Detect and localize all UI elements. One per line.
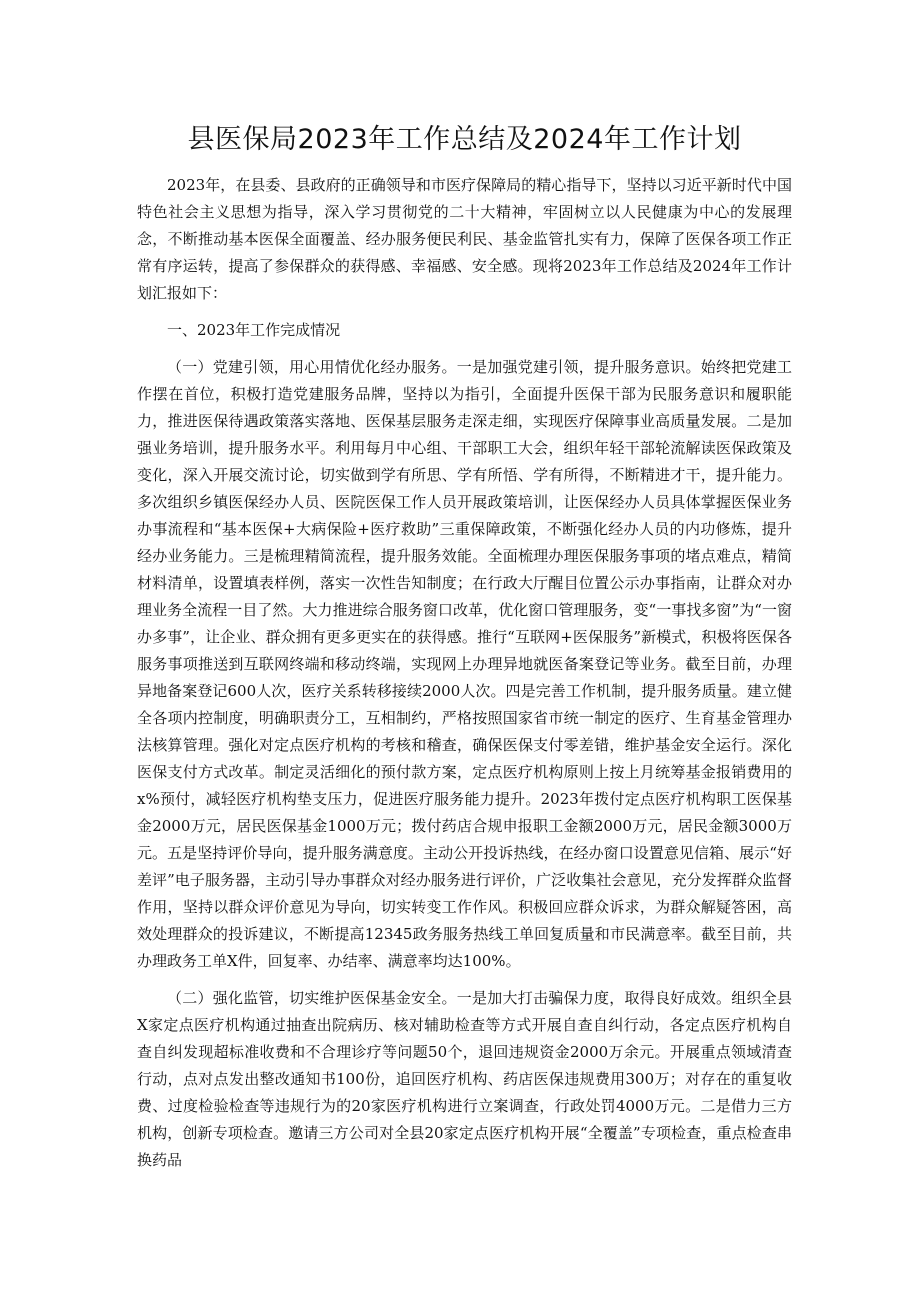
document-page xyxy=(137,120,792,1184)
document-title: 县医保局2023年工作总结及2024年工作计划 xyxy=(187,124,742,155)
section1-paragraph-2: （二）强化监管，切实维护医保基金安全。一是加大打击骗保力度，取得良好成效。组织全县X家定点医疗机构通过抽查出院病历、核对辅助检查等方式开展自查自纠行动，各定点医疗机构自查自纠发现超标准收费和不合理诊疗等问题50个，退回违规资金2000万余元。开展重点领域清查行动，点对点发出整改通知书100份，追回医疗机构、药店医保违规费用300万；对存在的重复收费、过度检验检查等违规行为的20家医疗机构进行立案调查，行政处罚4000万元。二是借力三方机构，创新专项检查。邀请三方公司对全县20家定点医疗机构开展“全覆盖”专项检查，重点检查串换药品 xyxy=(137,989,792,1169)
section-heading-1: 一、2023年工作完成情况 xyxy=(167,321,341,339)
section1-paragraph-1: （一）党建引领，用心用情优化经办服务。一是加强党建引领，提升服务意识。始终把党建工作摆在首位，积极打造党建服务品牌，坚持以为指引，全面提升医保干部为民服务意识和履职能力，推进医保待遇政策落实落地、医保基层服务走深走细，实现医疗保障事业高质量发展。二是加强业务培训，提升服务水平。利用每月中心组、干部职工大会，组织年轻干部轮流解读医保政策及变化，深入开展交流讨论，切实做到学有所思、学有所悟、学有所得，不断精进才干，提升能力。多次组织乡镇医保经办人员、医院医保工作人员开展政策培训，让医保经办人员具体掌握医保业务办事流程和“基本医保+大病保险+医疗救助”三重保障政策，不断强化经办人员的内功修炼，提升经办业务能力。三是梳理精简流程，提升服务效能。全面梳理办理医保服务事项的堵点难点，精简材料清单，设置填表样例，落实一次性告知制度；在行政大厅醒目位置公示办事指南，让群众对办理业务全流程一目了然。大力推进综合服务窗口改革，优化窗口管理服务，变“一事找多窗”为“一窗办多事”，让企业、群众拥有更多更实在的获得感。推行“互联网+医保服务”新模式，积极将医保各服务事项推送到互联网终端和移动终端，实现网上办理异地就医备案登记等业务。截至目前，办理异地备案登记600人次，医疗关系转移接续2000人次。四是完善工作机制，提升服务质量。建立健全各项内控制度，明确职责分工，互相制约，严格按照国家省市统一制定的医疗、生育基金管理办法核算管理。强化对定点医疗机构的考核和稽查，确保医保支付零差错，维护基金安全运行。深化医保支付方式改革。制定灵活细化的预付款方案，定点医疗机构原则上按上月统筹基金报销费用的x%预付，减轻医疗机构垫支压力，促进医疗服务能力提升。2023年拨付定点医疗机构职工医保基金2000万元，居民医保基金1000万元；拨付药店合规申报职工金额2000万元，居民金额3000万元。五是坚持评价导向，提升服务满意度。主动公开投诉热线，在经办窗口设置意见信箱、展示“好差评”电子服务器，主动引导办事群众对经办服务进行评价，广泛收集社会意见，充分发挥群众监督作用，坚持以群众评价意见为导向，切实转变工作作风。积极回应群众诉求，为群众解疑答困，高效处理群众的投诉建议，不断提高12345政务服务热线工单回复质量和市民满意率。截至目前，共办理政务工单X件，回复率、办结率、满意率均达100%。 xyxy=(137,358,792,970)
intro-paragraph: 2023年，在县委、县政府的正确领导和市医疗保障局的精心指导下，坚持以习近平新时代中国特色社会主义思想为指导，深入学习贯彻党的二十大精神，牢固树立以人民健康为中心的发展理念，不断推动基本医保全面覆盖、经办服务便民利民、基金监管扎实有力，保障了医保各项工作正常有序运转，提高了参保群众的获得感、幸福感、安全感。现将2023年工作总结及2024年工作计划汇报如下： xyxy=(137,176,792,302)
